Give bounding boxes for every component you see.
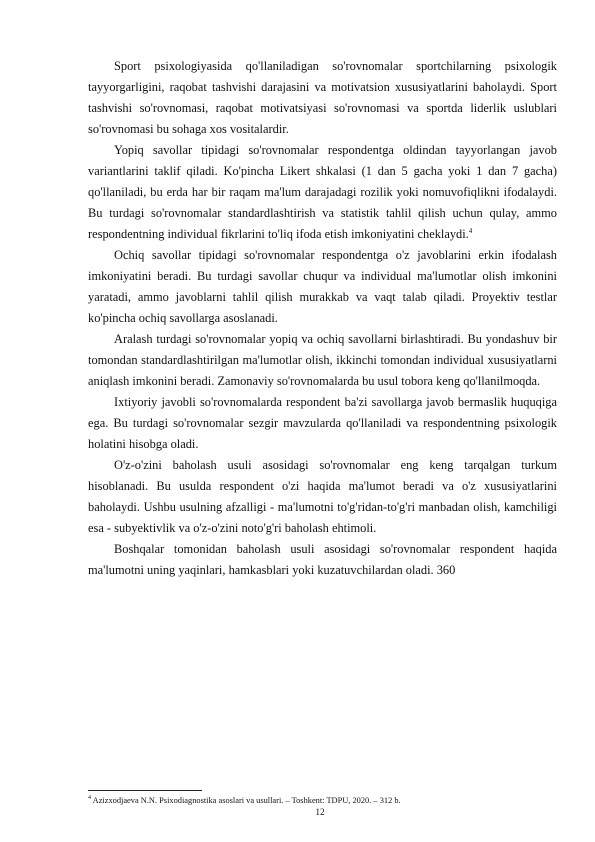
paragraph-text: Aralash turdagi so'rovnomalar yopiq va ochiq savollarni birlashtiradi. Bu yondashuv bir tomondan standardlashtirilgan ma'lumotlar olish, ikkinchi tomondan individual xususiyatlarni aniqlash imkonini beradi. Zamonaviy so'rovnomalarda bu usul tobora keng qo'llanilmoqda.: [88, 332, 557, 388]
body-text: [88, 56, 557, 581]
footnote-marker: 4: [88, 795, 91, 802]
paragraph-text: Yopiq savollar tipidagi so'rovnomalar respondentga oldindan tayyorlangan javob variantlarini taklif qiladi. Ko'pincha Likert shkalasi (1 dan 5 gacha yoki 1 dan 7 gacha) qo'llaniladi, bu erda har bir raqam ma'lum darajadagi rozilik yoki nomuvofiqlikni ifodalaydi. Bu turdagi so'rovnomalar standardlashtirish va statistik tahlil qilish uchun qulay, ammo respondentning individual fikrlarini to'liq ifoda etish imkoniyatini cheklaydi.: [88, 143, 557, 241]
paragraph-sport-questionnaires: [88, 56, 557, 140]
paragraph-mixed-questions: [88, 329, 557, 392]
footnote-reference: 4: [468, 226, 473, 235]
paragraph-text: Ochiq savollar tipidagi so'rovnomalar respondentga o'z javoblarini erkin ifodalash imkoniyatini beradi. Bu turdagi savollar chuqur va individual ma'lumotlar olish imkonini yaratadi, ammo javoblarni tahlil qilish murakkab va vaqt talab qiladi. Proyektiv testlar ko'pincha ochiq savollarga asoslanadi.: [88, 248, 557, 325]
paragraph-other-assessment: [88, 539, 557, 581]
footnote-text: Azizxodjaeva N.N. Psixodiagnostika asoslari va usullari. – Toshkent: TDPU, 2020. – 312 b.: [92, 796, 401, 805]
paragraph-closed-questions: [88, 140, 557, 245]
paragraph-text: Sport psixologiyasida qo'llaniladigan so'rovnomalar sportchilarning psixologik tayyorgarligini, raqobat tashvishi darajasini va motivatsion xususiyatlarini baholaydi. Sport tashvishi so'rovnomasi, raqobat motivatsiyasi so'rovnomasi va sportda liderlik uslublari so'rovnomasi bu sohaga xos vositalardir.: [88, 59, 557, 136]
page-number: 12: [315, 808, 325, 818]
paragraph-self-assessment: [88, 455, 557, 539]
paragraph-text: O'z-o'zini baholash usuli asosidagi so'rovnomalar eng keng tarqalgan turkum hisoblanadi. Bu usulda respondent o'zi haqida ma'lumot beradi va o'z xususiyatlarini baholaydi. Ushbu usulning afzalligi - ma'lumotni to'g'ridan-to'g'ri manbadan olish, kamchiligi esa - subyektivlik va o'z-o'zini noto'g'ri baholash ehtimoli.: [88, 458, 557, 535]
paragraph-text: Boshqalar tomonidan baholash usuli asosidagi so'rovnomalar respondent haqida ma'lumotni uning yaqinlari, hamkasblari yoki kuzatuvchilardan oladi. 360: [88, 542, 557, 577]
paragraph-text: Ixtiyoriy javobli so'rovnomalarda respondent ba'zi savollarga javob bermaslik huquqiga ega. Bu turdagi so'rovnomalar sezgir mavzularda qo'llaniladi va respondentning psixologik holatini hisobga oladi.: [88, 395, 557, 451]
footnote: [88, 796, 557, 806]
footnote-divider: [88, 790, 202, 791]
paragraph-open-questions: [88, 245, 557, 329]
paragraph-optional-answers: [88, 392, 557, 455]
